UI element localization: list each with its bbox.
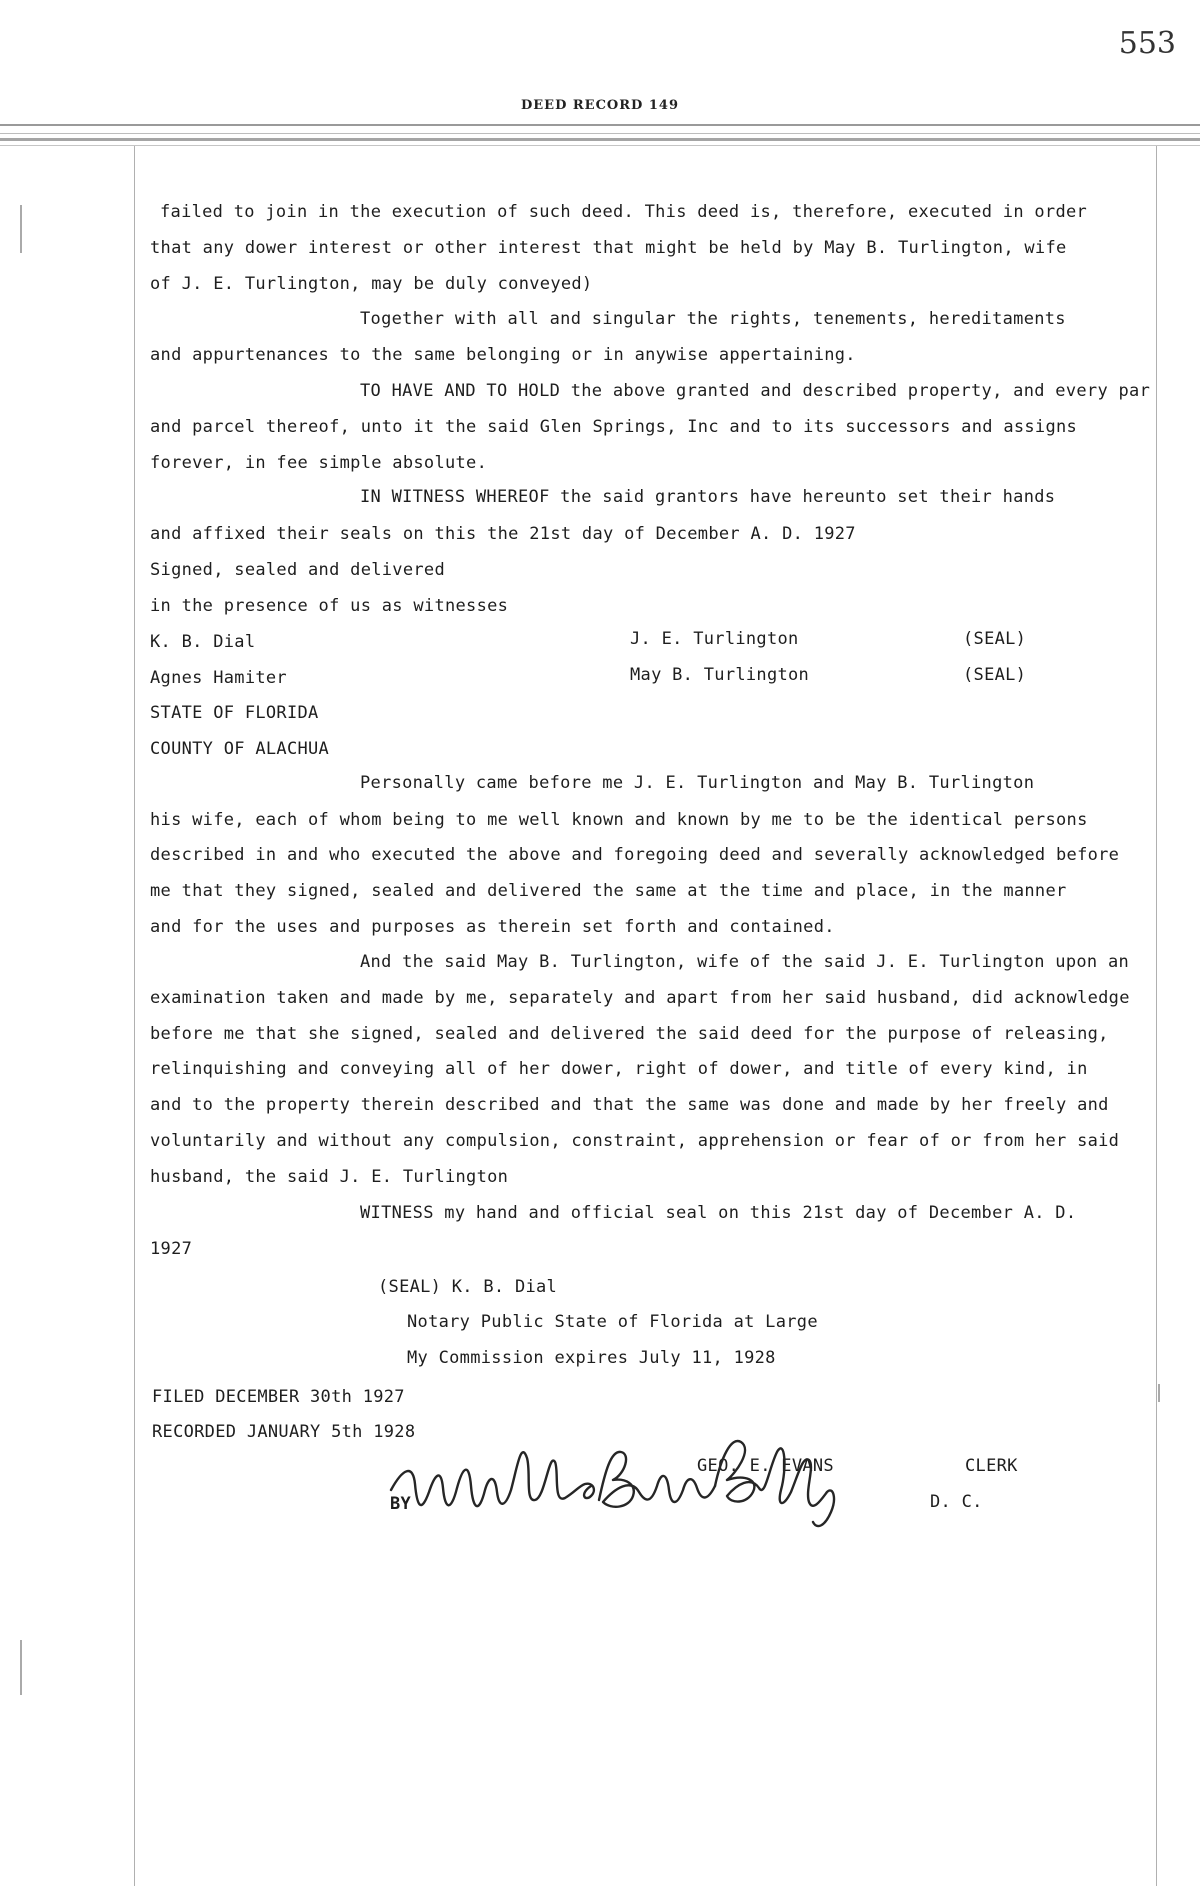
text-line: And the said May B. Turlington, wife of the said J. E. Turlington upon an (360, 952, 1130, 972)
witness-name: Agnes Hamiter (150, 668, 287, 688)
text-line: TO HAVE AND TO HOLD the above granted and described property, and every par (360, 381, 1151, 401)
text-line: IN WITNESS WHEREOF the said grantors have hereunto set their hands (360, 487, 1056, 507)
clerk-title: CLERK (965, 1456, 1018, 1476)
text-line: husband, the said J. E. Turlington (150, 1167, 509, 1187)
binding-mark (1158, 1384, 1160, 1402)
seal-label: (SEAL) (963, 665, 1027, 685)
header-rule (0, 133, 1200, 134)
text-line: examination taken and made by me, separately and apart from her said husband, did acknowledge (150, 988, 1130, 1008)
text-line: me that they signed, sealed and delivered the same at the time and place, in the manner (150, 881, 1067, 901)
page-number: 553 (1118, 26, 1176, 61)
text-line: voluntarily and without any compulsion, constraint, apprehension or fear of or from her said (150, 1131, 1120, 1151)
text-line: and affixed their seals on this the 21st day of December A. D. 1927 (150, 524, 856, 544)
text-line: of J. E. Turlington, may be duly conveyed) (150, 274, 593, 294)
left-margin-line (134, 146, 135, 1886)
binding-mark (20, 205, 22, 253)
text-line: forever, in fee simple absolute. (150, 453, 488, 473)
text-line: that any dower interest or other interest that might be held by May B. Turlington, wife (150, 238, 1067, 258)
binding-mark (20, 1640, 22, 1695)
record-title: DEED RECORD 149 (520, 98, 679, 113)
filed-date: FILED DECEMBER 30th 1927 (152, 1387, 405, 1407)
text-line: and for the uses and purposes as therein set forth and contained. (150, 917, 835, 937)
text-line: 1927 (150, 1239, 193, 1259)
text-line: and parcel thereof, unto it the said Glen Springs, Inc and to its successors and assigns (150, 417, 1078, 437)
text-line: and to the property therein described and that the same was done and made by her freely and (150, 1095, 1109, 1115)
text-line: Together with all and singular the rights, tenements, hereditaments (360, 309, 1066, 329)
grantor-name: J. E. Turlington (630, 629, 799, 649)
seal-label: (SEAL) (963, 629, 1027, 649)
witness-name: K. B. Dial (150, 632, 256, 652)
recorded-date: RECORDED JANUARY 5th 1928 (152, 1422, 416, 1442)
handwritten-signature (385, 1428, 845, 1538)
text-line: WITNESS my hand and official seal on this 21st day of December A. D. (360, 1203, 1077, 1223)
deputy-clerk-label: D. C. (930, 1492, 983, 1512)
grantor-name: May B. Turlington (630, 665, 810, 685)
county-line: COUNTY OF ALACHUA (150, 739, 330, 759)
notary-signature-line: (SEAL) K. B. Dial (378, 1277, 558, 1297)
text-line: in the presence of us as witnesses (150, 596, 509, 616)
state-line: STATE OF FLORIDA (150, 703, 319, 723)
text-line: described in and who executed the above and foregoing deed and severally acknowledged before (150, 845, 1120, 865)
clerk-name: GEO. E. EVANS (697, 1456, 834, 1476)
by-label: BY (390, 1494, 412, 1514)
header-rule (0, 138, 1200, 141)
notary-commission: My Commission expires July 11, 1928 (407, 1348, 776, 1368)
header-rule (0, 145, 1200, 146)
text-line: relinquishing and conveying all of her dower, right of dower, and title of every kind, in (150, 1059, 1088, 1079)
right-margin-line (1156, 146, 1157, 1886)
notary-title: Notary Public State of Florida at Large (407, 1312, 818, 1332)
text-line: before me that she signed, sealed and delivered the said deed for the purpose of releasing, (150, 1024, 1109, 1044)
header-rule (0, 124, 1200, 126)
text-line: his wife, each of whom being to me well known and known by me to be the identical persons (150, 810, 1088, 830)
text-line: Personally came before me J. E. Turlington and May B. Turlington (360, 773, 1035, 793)
text-line: Signed, sealed and delivered (150, 560, 445, 580)
text-line: failed to join in the execution of such deed. This deed is, therefore, executed in order (160, 202, 1088, 222)
text-line: and appurtenances to the same belonging or in anywise appertaining. (150, 345, 856, 365)
